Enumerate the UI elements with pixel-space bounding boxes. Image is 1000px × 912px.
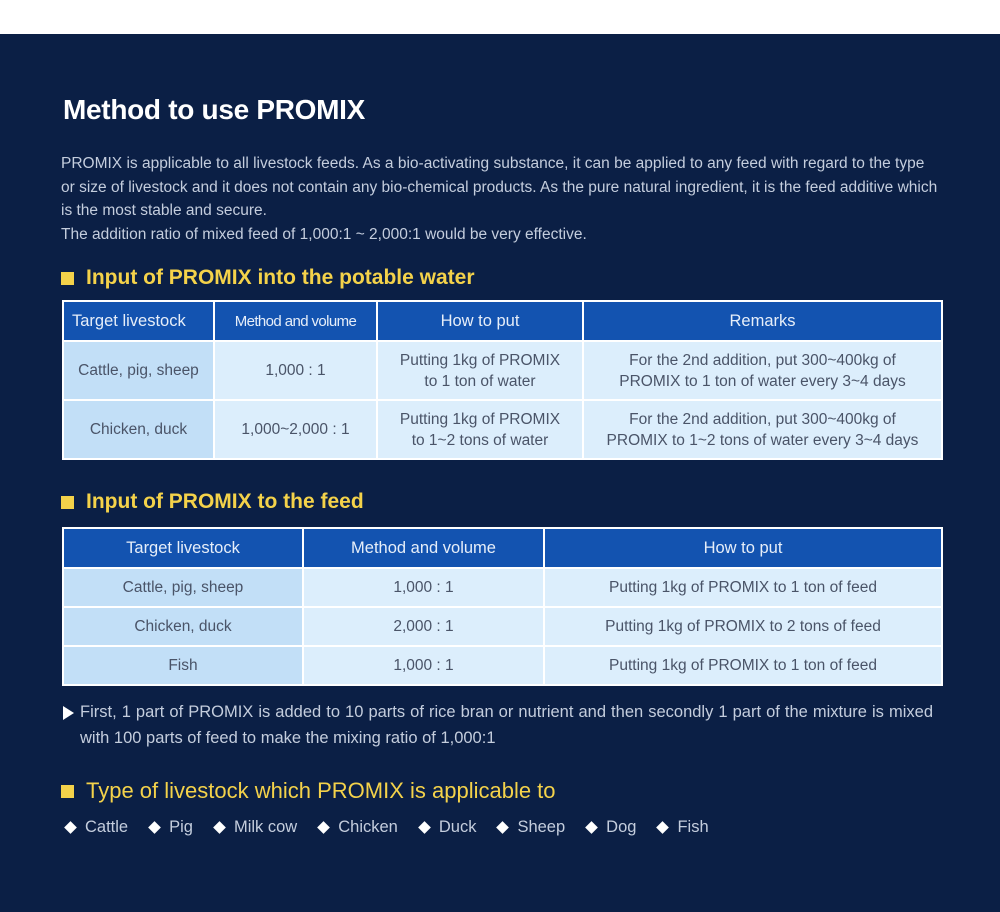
feed-section-label: Input of PROMIX to the feed: [86, 490, 364, 513]
cell-line: to 1~2 tons of water: [411, 431, 549, 449]
intro-paragraph: The addition ratio of mixed feed of 1,000:1 ~ 2,000:1 would be very effective.: [61, 225, 587, 243]
diamond-icon: [64, 821, 77, 834]
livestock-label: Fish: [677, 818, 709, 836]
livestock-label: Cattle: [85, 818, 129, 836]
how-to-put-cell: Putting 1kg of PROMIX to 2 tons of feed: [544, 607, 942, 646]
target-livestock-cell: Chicken, duck: [63, 607, 303, 646]
table-header-row: [63, 301, 942, 341]
method-volume-cell: 1,000 : 1: [214, 341, 377, 400]
livestock-label: Duck: [438, 818, 477, 836]
cell-line: Putting 1kg of PROMIX: [399, 410, 561, 428]
how-to-put-cell: Putting 1kg of PROMIX to 1 ton of feed: [544, 646, 942, 685]
cell-line: to 1 ton of water: [424, 372, 536, 390]
livestock-section-label: Type of livestock which PROMIX is applicable to: [86, 778, 556, 803]
table-row: [63, 568, 942, 607]
yellow-square-icon: [61, 785, 74, 798]
mixing-note-text: First, 1 part of PROMIX is added to 10 parts of rice bran or nutrient and then secondly 1 part of the mixture is mixed with 100 parts of feed to make the mixing ratio of 1,000:1: [80, 703, 933, 747]
method-volume-cell: 1,000 : 1: [303, 568, 544, 607]
column-header: Method and volume: [303, 528, 544, 568]
list-item: [587, 818, 636, 837]
intro-paragraph: PROMIX is applicable to all livestock feeds. As a bio-activating substance, it can be applied to any feed with regard to the type or size of livestock and it does not contain any bio-chemical products. As the pure natural ingredient, it is the feed additive which is the most stable and secure.: [61, 155, 938, 219]
target-livestock-cell: Fish: [63, 646, 303, 685]
cell-line: PROMIX to 1 ton of water every 3~4 days: [619, 372, 906, 390]
target-livestock-cell: Cattle, pig, sheep: [63, 568, 303, 607]
list-item: [319, 818, 398, 837]
column-header: How to put: [377, 301, 583, 341]
livestock-list: [66, 818, 731, 837]
water-input-table: [62, 300, 943, 460]
feed-input-table: [62, 527, 943, 686]
table-row: [63, 607, 942, 646]
cell-line: For the 2nd addition, put 300~400kg of: [629, 410, 896, 428]
list-item: [420, 818, 477, 837]
list-item: [66, 818, 128, 837]
yellow-square-icon: [61, 272, 74, 285]
livestock-label: Sheep: [517, 818, 566, 836]
how-to-put-cell: [377, 341, 583, 400]
column-header: How to put: [544, 528, 942, 568]
how-to-put-cell: Putting 1kg of PROMIX to 1 ton of feed: [544, 568, 942, 607]
target-livestock-cell: Chicken, duck: [63, 400, 214, 459]
triangle-right-icon: [63, 706, 74, 720]
diamond-icon: [418, 821, 431, 834]
water-section-title: [61, 266, 475, 290]
table-row: [63, 341, 942, 400]
feed-section-title: [61, 490, 364, 514]
livestock-label: Chicken: [338, 818, 398, 836]
cell-line: Putting 1kg of PROMIX: [399, 351, 561, 369]
column-header: Remarks: [583, 301, 942, 341]
column-header: Target livestock: [63, 301, 214, 341]
table-row: [63, 400, 942, 459]
diamond-icon: [213, 821, 226, 834]
livestock-section-title: [61, 778, 556, 804]
column-header: Target livestock: [63, 528, 303, 568]
mixing-note: [63, 700, 933, 751]
list-item: [658, 818, 708, 837]
table-row: [63, 646, 942, 685]
water-section-label: Input of PROMIX into the potable water: [86, 266, 475, 289]
list-item: [215, 818, 297, 837]
how-to-put-cell: [377, 400, 583, 459]
promix-page: [0, 34, 1000, 912]
diamond-icon: [497, 821, 510, 834]
list-item: [150, 818, 193, 837]
diamond-icon: [148, 821, 161, 834]
method-volume-cell: 1,000~2,000 : 1: [214, 400, 377, 459]
yellow-square-icon: [61, 496, 74, 509]
cell-line: For the 2nd addition, put 300~400kg of: [629, 351, 896, 369]
livestock-label: Pig: [169, 818, 193, 836]
diamond-icon: [585, 821, 598, 834]
diamond-icon: [657, 821, 670, 834]
livestock-label: Dog: [606, 818, 637, 836]
intro-text: [61, 152, 941, 246]
cell-line: PROMIX to 1~2 tons of water every 3~4 days: [606, 431, 919, 449]
livestock-label: Milk cow: [233, 818, 298, 836]
page-title: Method to use PROMIX: [63, 94, 366, 125]
table-header-row: [63, 528, 942, 568]
method-volume-cell: 2,000 : 1: [303, 607, 544, 646]
diamond-icon: [317, 821, 330, 834]
method-volume-cell: 1,000 : 1: [303, 646, 544, 685]
remarks-cell: [583, 400, 942, 459]
list-item: [498, 818, 565, 837]
remarks-cell: [583, 341, 942, 400]
target-livestock-cell: Cattle, pig, sheep: [63, 341, 214, 400]
column-header: Method and volume: [214, 301, 377, 341]
